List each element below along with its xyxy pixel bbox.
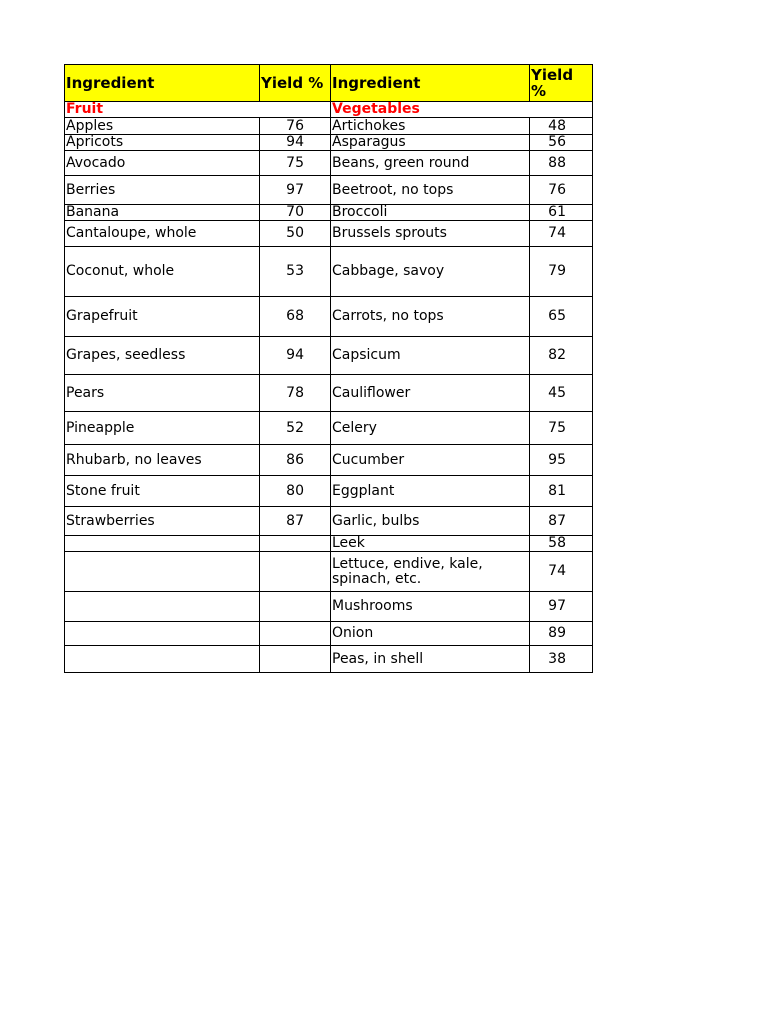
vegetable-yield-cell: 38 [530, 646, 593, 673]
vegetable-yield-cell: 75 [530, 412, 593, 445]
table-row [65, 337, 593, 375]
fruit-name-cell [65, 646, 260, 673]
table-row [65, 552, 593, 592]
fruit-name-cell: Avocado [65, 151, 260, 176]
fruit-name-cell: Apricots [65, 135, 260, 151]
table-row [65, 412, 593, 445]
fruit-name-cell [65, 622, 260, 646]
fruit-name-cell: Apples [65, 118, 260, 135]
fruit-yield-cell: 75 [260, 151, 331, 176]
header-ingredient-veg: Ingredient [331, 65, 530, 102]
table-row [65, 176, 593, 205]
vegetable-name-cell: Cabbage, savoy [331, 247, 530, 297]
fruit-yield-cell: 86 [260, 445, 331, 476]
table-row [65, 536, 593, 552]
fruit-yield-cell [260, 592, 331, 622]
table-row [65, 646, 593, 673]
vegetable-name-cell: Brussels sprouts [331, 221, 530, 247]
yield-table [64, 64, 593, 673]
table-row [65, 118, 593, 135]
fruit-yield-cell: 76 [260, 118, 331, 135]
vegetable-yield-cell: 65 [530, 297, 593, 337]
vegetable-yield-cell: 45 [530, 375, 593, 412]
vegetable-yield-cell: 82 [530, 337, 593, 375]
vegetable-name-cell: Cucumber [331, 445, 530, 476]
vegetable-yield-cell: 79 [530, 247, 593, 297]
vegetable-yield-cell: 97 [530, 592, 593, 622]
vegetable-name-cell: Leek [331, 536, 530, 552]
fruit-name-cell: Cantaloupe, whole [65, 221, 260, 247]
table-row [65, 445, 593, 476]
fruit-name-cell: Strawberries [65, 507, 260, 536]
vegetable-yield-cell: 48 [530, 118, 593, 135]
fruit-name-cell: Berries [65, 176, 260, 205]
table-row [65, 247, 593, 297]
fruit-yield-cell [260, 536, 331, 552]
table-row [65, 135, 593, 151]
fruit-name-cell: Rhubarb, no leaves [65, 445, 260, 476]
vegetable-name-cell: Garlic, bulbs [331, 507, 530, 536]
vegetable-yield-cell: 74 [530, 552, 593, 592]
table-row [65, 622, 593, 646]
fruit-yield-cell: 94 [260, 135, 331, 151]
fruit-yield-cell: 68 [260, 297, 331, 337]
header-yield-veg: Yield % [530, 65, 593, 102]
vegetable-yield-cell: 56 [530, 135, 593, 151]
table-row [65, 476, 593, 507]
vegetable-name-cell: Asparagus [331, 135, 530, 151]
table-row [65, 151, 593, 176]
fruit-name-cell [65, 552, 260, 592]
vegetable-yield-cell: 88 [530, 151, 593, 176]
table-row [65, 297, 593, 337]
vegetable-yield-cell: 89 [530, 622, 593, 646]
category-blank [260, 102, 331, 118]
table-row [65, 375, 593, 412]
vegetable-yield-cell: 81 [530, 476, 593, 507]
vegetable-yield-cell: 74 [530, 221, 593, 247]
table-row [65, 221, 593, 247]
vegetable-name-cell: Celery [331, 412, 530, 445]
category-row [65, 102, 593, 118]
fruit-yield-cell: 50 [260, 221, 331, 247]
fruit-yield-cell [260, 622, 331, 646]
fruit-name-cell [65, 536, 260, 552]
category-vegetables: Vegetables [331, 102, 593, 118]
fruit-name-cell: Pineapple [65, 412, 260, 445]
table-row [65, 592, 593, 622]
fruit-yield-cell: 78 [260, 375, 331, 412]
fruit-yield-cell: 94 [260, 337, 331, 375]
vegetable-yield-cell: 58 [530, 536, 593, 552]
fruit-yield-cell: 52 [260, 412, 331, 445]
vegetable-yield-cell: 61 [530, 205, 593, 221]
header-ingredient-fruit: Ingredient [65, 65, 260, 102]
vegetable-yield-cell: 87 [530, 507, 593, 536]
vegetable-name-cell: Eggplant [331, 476, 530, 507]
vegetable-name-cell: Beetroot, no tops [331, 176, 530, 205]
fruit-name-cell: Stone fruit [65, 476, 260, 507]
fruit-name-cell: Grapefruit [65, 297, 260, 337]
fruit-yield-cell: 97 [260, 176, 331, 205]
vegetable-name-cell: Onion [331, 622, 530, 646]
vegetable-name-cell: Broccoli [331, 205, 530, 221]
fruit-yield-cell [260, 552, 331, 592]
vegetable-name-cell: Beans, green round [331, 151, 530, 176]
header-yield-fruit: Yield % [260, 65, 331, 102]
table-row [65, 507, 593, 536]
fruit-name-cell [65, 592, 260, 622]
vegetable-yield-cell: 76 [530, 176, 593, 205]
table-row [65, 205, 593, 221]
fruit-name-cell: Pears [65, 375, 260, 412]
vegetable-name-cell: Capsicum [331, 337, 530, 375]
fruit-name-cell: Coconut, whole [65, 247, 260, 297]
category-fruit: Fruit [65, 102, 260, 118]
fruit-yield-cell: 87 [260, 507, 331, 536]
fruit-yield-cell [260, 646, 331, 673]
header-row [65, 65, 593, 102]
vegetable-name-cell: Peas, in shell [331, 646, 530, 673]
yield-table-body [65, 65, 593, 673]
vegetable-yield-cell: 95 [530, 445, 593, 476]
fruit-name-cell: Banana [65, 205, 260, 221]
vegetable-name-cell: Mushrooms [331, 592, 530, 622]
vegetable-name-cell: Cauliflower [331, 375, 530, 412]
fruit-yield-cell: 53 [260, 247, 331, 297]
fruit-yield-cell: 80 [260, 476, 331, 507]
vegetable-name-cell: Lettuce, endive, kale, spinach, etc. [331, 552, 530, 592]
vegetable-name-cell: Artichokes [331, 118, 530, 135]
vegetable-name-cell: Carrots, no tops [331, 297, 530, 337]
fruit-name-cell: Grapes, seedless [65, 337, 260, 375]
fruit-yield-cell: 70 [260, 205, 331, 221]
